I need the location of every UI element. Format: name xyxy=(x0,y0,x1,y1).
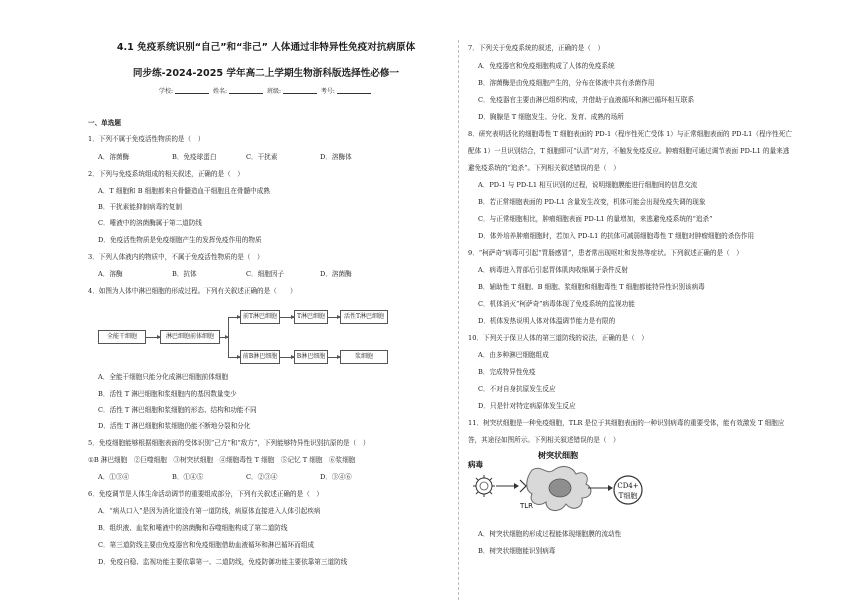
arrow xyxy=(328,317,340,318)
question-5-items: ①B 淋巴细胞 ②巨噬细胞 ③树突状细胞 ④细胞毒性 T 细胞 ⑤记忆 T 细胞 ⑥浆细胞 xyxy=(88,456,356,464)
arrow-head xyxy=(514,483,519,489)
section-heading: 一、单选题 xyxy=(88,119,121,127)
question-5-options xyxy=(98,473,394,482)
question-3: 3．下列人体液内的物质中，不属于免疫活性物质的是（ ） xyxy=(88,253,264,261)
box-pre-b-cell: 前B淋巴细胞 xyxy=(240,350,280,364)
question-1: 1．下列不属于免疫活性物质的是（ ） xyxy=(88,135,205,143)
option[interactable]: C．细胞因子 xyxy=(246,270,285,278)
option[interactable]: B．树突状细胞能识别病毒 xyxy=(478,547,556,555)
option[interactable]: C．机体消灭“柯萨奇”病毒体现了免疫系统的监视功能 xyxy=(478,300,635,308)
question-11-line-2: 答，其途径如图所示。下列相关叙述错误的是（ ） xyxy=(468,436,620,444)
lymphocyte-diagram xyxy=(88,303,444,365)
option[interactable]: B．溶菌酶是由免疫细胞产生的，分布在体液中共有杀菌作用 xyxy=(478,79,655,87)
question-9: 9．“柯萨奇”病毒可引起“胃肠感冒”，患者常出现呕吐和发热等症状。下列叙述正确的是（ ） xyxy=(468,249,743,257)
arrow xyxy=(280,317,294,318)
question-3-options xyxy=(98,270,394,279)
option[interactable]: B．若正常细胞表面的 PD-L1 含量发生改变，机体可能会出现免疫失调的现象 xyxy=(478,198,706,206)
option[interactable]: A．T 细胞和 B 细胞都来自骨髓造血干细胞且在骨髓中成熟 xyxy=(98,187,270,195)
tlr-label: TLR xyxy=(520,502,534,510)
option[interactable]: C．第三道防线主要由免疫器官和免疫细胞借助血液循环和淋巴循环而组成 xyxy=(98,541,315,549)
figure-title: 树突状细胞 xyxy=(538,451,578,460)
t-cell-label-line-1: CD4+ xyxy=(617,482,639,490)
question-8-line-1: 8．研究表明活化的细胞毒性 T 细胞表面的 PD-1（程序性死亡受体 1）与正常细胞表面的 PD-L1（程序性死亡 xyxy=(468,130,792,138)
virus-icon xyxy=(473,475,495,497)
option[interactable]: C．与正常细胞相比，肿瘤细胞表面 PD-L1 的量增加，来逃避免疫系统的“追杀” xyxy=(478,215,713,223)
nucleus-shape xyxy=(549,479,571,497)
option[interactable]: B．①④⑤ xyxy=(172,473,204,481)
arrow xyxy=(228,317,240,318)
t-cell-label-line-2: T细胞 xyxy=(618,492,638,500)
option[interactable]: A．全能干细胞只能分化成淋巴细胞前体细胞 xyxy=(98,373,229,381)
arrow xyxy=(280,357,294,358)
box-pluripotent-stem-cell: 全能干细胞 xyxy=(98,330,146,344)
option[interactable]: A．病毒进入胃部后引起胃体肌肉收缩属于条件反射 xyxy=(478,266,628,274)
option[interactable]: B．活性 T 淋巴细胞和浆细胞内的基因数量变少 xyxy=(98,390,237,398)
box-lymphocyte-precursor: 淋巴细胞前体细胞 xyxy=(160,330,220,344)
option[interactable]: D．胸腺是 T 细胞发生、分化、发育、成熟的场所 xyxy=(478,113,624,121)
title-line-2: 同步练-2024-2025 学年高二上学期生物浙科版选择性必修一 xyxy=(132,68,400,79)
option[interactable]: A．PD-1 与 PD-L1 相互识别的过程，说明细胞膜能进行细胞间的信息交流 xyxy=(478,181,698,189)
virus-label: 病毒 xyxy=(468,460,483,469)
question-4: 4．如图为人体中淋巴细胞的形成过程。下列有关叙述正确的是（ ） xyxy=(88,287,297,295)
arrow xyxy=(146,337,160,338)
option[interactable]: D．溶菌酶 xyxy=(320,270,352,278)
option[interactable]: B．组织液、血浆和唾液中的溶菌酶和吞噬细胞构成了第二道防线 xyxy=(98,524,288,532)
connector xyxy=(220,337,228,338)
question-6: 6．免疫调节是人体生命活动调节的重要组成部分，下列有关叙述正确的是（ ） xyxy=(88,490,323,498)
option[interactable]: B．完成特异性免疫 xyxy=(478,368,536,376)
exam-no-blank[interactable] xyxy=(337,88,371,94)
branch-line xyxy=(228,317,229,357)
box-plasma-cell: 浆细胞 xyxy=(340,350,388,364)
question-1-options xyxy=(98,153,394,162)
option[interactable]: C．②③④ xyxy=(246,473,278,481)
question-11-line-1: 11．树突状细胞是一种免疫细胞，TLR 是位于其细胞表面的一种识别病毒的重要受体，能有效激发 T 细胞应 xyxy=(468,419,785,427)
arrow xyxy=(328,357,340,358)
column-divider xyxy=(458,40,459,600)
school-label: 学校: xyxy=(159,88,174,95)
option[interactable]: C．免疫器官主要由淋巴组织构成，并借助于血液循环和淋巴循环相互联系 xyxy=(478,96,695,104)
option[interactable]: C．干扰素 xyxy=(246,153,278,161)
option[interactable]: D．③④⑥ xyxy=(320,473,352,481)
option[interactable]: D．机体发热说明人体对体温调节能力是有限的 xyxy=(478,317,616,325)
class-blank[interactable] xyxy=(283,88,317,94)
option[interactable]: D．体外培养肿瘤细胞时，若加入 PD-L1 的抗体可减弱细胞毒性 T 细胞对肿瘤细胞的杀伤作用 xyxy=(478,232,755,240)
question-7: 7．下列关于免疫系统的叙述，正确的是（ ） xyxy=(468,44,605,52)
question-8-line-3: 避免疫系统的“追杀”。下列相关叙述错误的是（ ） xyxy=(468,164,620,172)
option[interactable]: A．由多种淋巴细胞组成 xyxy=(478,351,549,359)
option[interactable]: A．免疫器官和免疫细胞构成了人体的免疫系统 xyxy=(478,62,615,70)
box-b-cell: B淋巴细胞 xyxy=(294,350,328,364)
option[interactable]: C．唾液中的溶菌酶属于第二道防线 xyxy=(98,219,202,227)
class-label: 班级: xyxy=(266,88,281,95)
name-label: 姓名: xyxy=(213,88,228,95)
option[interactable]: B．免疫球蛋白 xyxy=(172,153,217,161)
option[interactable]: A．溶酶 xyxy=(98,270,123,278)
arrow-head xyxy=(608,485,613,491)
exam-no-label: 考号: xyxy=(320,88,335,95)
option[interactable]: D．免疫活性物质是免疫细胞产生的发挥免疫作用的物质 xyxy=(98,236,262,244)
question-8-line-2: 配体 1）一旦识别结合，T 细胞即可“认清”对方，不触发免疫反应。肿瘤细胞可通过调节表面 PD-L1 的量来逃 xyxy=(468,147,790,155)
option[interactable]: D．活性 T 淋巴细胞和浆细胞仍能不断地分裂和分化 xyxy=(98,422,251,430)
option[interactable]: B．辅助性 T 细胞、B 细胞、浆细胞和细胞毒性 T 细胞都能特异性识别该病毒 xyxy=(478,283,705,291)
box-pre-t-cell: 前T淋巴细胞 xyxy=(240,310,280,324)
student-info xyxy=(88,88,444,97)
option[interactable]: D．溶酶体 xyxy=(320,153,352,161)
school-blank[interactable] xyxy=(175,88,209,94)
question-10: 10．下列关于保卫人体的第三道防线的说法，正确的是（ ） xyxy=(468,334,648,342)
option[interactable]: C．活性 T 淋巴细胞和浆细胞的形态、结构和功能不同 xyxy=(98,406,257,414)
title-line-1: 4.1 免疫系统识别“自己”和“非己” 人体通过非特异性免疫对抗病原体 xyxy=(116,42,416,53)
option[interactable]: B．干扰素能抑制病毒的复制 xyxy=(98,203,182,211)
option[interactable]: D．只是针对特定病原体发生反应 xyxy=(478,402,576,410)
option[interactable]: A．溶菌酶 xyxy=(98,153,130,161)
question-2: 2．下列与免疫系统组成的相关叙述，正确的是（ ） xyxy=(88,170,244,178)
question-5: 5．免疫细胞能够根据细胞表面的受体识别“己方”和“敌方”，下列能够特异性识别抗原的是（ ） xyxy=(88,439,370,447)
option[interactable]: A．树突状细胞的形成过程能体现细胞膜的流动性 xyxy=(478,530,622,538)
option[interactable]: C．不对自身抗原发生反应 xyxy=(478,385,556,393)
option[interactable]: A．“病从口入”是因为消化道没有第一道防线，病原体直接进入人体引起疾病 xyxy=(98,507,321,515)
box-active-t-cell: 活性T淋巴细胞 xyxy=(340,310,388,324)
figure-svg xyxy=(468,448,698,530)
arrow xyxy=(228,357,240,358)
option[interactable]: A．①③④ xyxy=(98,473,130,481)
dendritic-cell-figure xyxy=(468,448,698,530)
box-t-cell: T淋巴细胞 xyxy=(294,310,328,324)
name-blank[interactable] xyxy=(229,88,263,94)
option[interactable]: B．抗体 xyxy=(172,270,197,278)
option[interactable]: D．免疫自稳、监视功能主要依靠第一、二道防线，免疫防御功能主要依靠第三道防线 xyxy=(98,558,348,566)
